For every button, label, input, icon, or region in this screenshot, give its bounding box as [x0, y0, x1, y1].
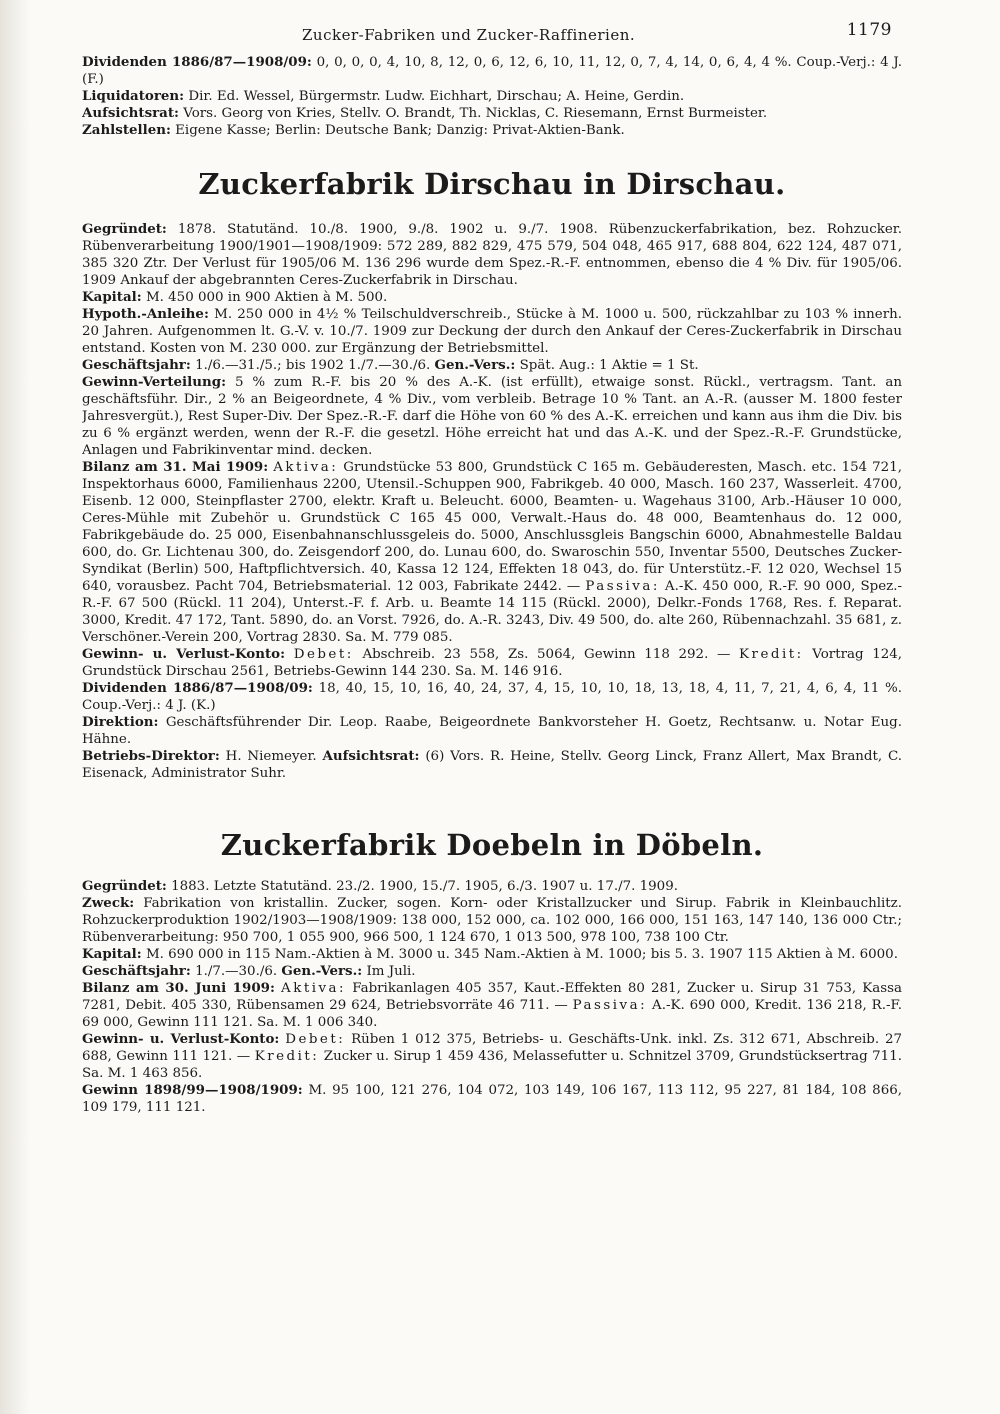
company-heading-doebeln: Zuckerfabrik Doebeln in Döbeln. — [220, 828, 764, 862]
dirschau-operations-director: Betriebs-Direktor: H. Niemeyer. Aufsichtsrat: (6) Vors. R. Heine, Stellv. Georg Linck, Franz Allert, Max Brandt, C. Eisenack, Administrator Suhr. — [82, 748, 902, 781]
dirschau-management: Direktion: Geschäftsführender Dir. Leop. Raabe, Beigeordnete Bankvorsteher H. Goetz, Rechtsanw. u. Notar Eug. Hähne. — [82, 714, 902, 747]
top-entry-dividends: Dividenden 1886/87—1908/09: 0, 0, 0, 0, 4, 10, 8, 12, 0, 6, 12, 6, 10, 11, 12, 0, 7, 4, 14, 0, 6, 4, 4 %. Coup.-Verj.: 4 J. (F.) — [82, 54, 902, 87]
doebeln-purpose: Zweck: Fabrikation von kristallin. Zucker, sogen. Korn- oder Kristallzucker und Sirup. Fabrik in Kleinbauchlitz. Rohzuckerproduktion 1902/1903—1908/1909: 138 000, 152 000, ca. 102 000, 166 000, 151 163, 147 140, 136 000 Ctr.; Rübenverarbeitung: 950 700, 1 055 900, 966 500, 1 124 670, 1 013 500, 978 100, 738 100 Ctr. — [82, 895, 902, 945]
dirschau-founded: Gegründet: 1878. Statutänd. 10./8. 1900, 9./8. 1902 u. 9./7. 1908. Rübenzuckerfabrikation, bez. Rohzucker. Rübenverarbeitung 1900/1901—1908/1909: 572 289, 882 829, 475 579, 504 048, 465 917, 688 804, 622 124, 487 071, 385 320 Ztr. Der Verlust für 1905/06 M. 136 296 wurde dem Spez.-R.-F. entnommen, ebenso die 4 % Div. für 1905/06. 1909 Ankauf der abgebrannten Ceres-Zuckerfabrik in Dirschau. — [82, 221, 902, 288]
running-header — [82, 14, 902, 54]
dirschau-fiscal-year: Geschäftsjahr: 1./6.—31./5.; bis 1902 1./7.—30./6. Gen.-Vers.: Spät. Aug.: 1 Aktie = 1 St. — [82, 357, 699, 373]
dirschau-balance-sheet: Bilanz am 31. Mai 1909: Aktiva: Grundstücke 53 800, Grundstück C 165 m. Gebäuderesten, Masch. etc. 154 721, Inspektorhaus 6000, Familienhaus 2200, Utensil.-Schuppen 900, Fabrikgeb. 40 000, Masch. 160 237, Wasserleit. 4700, Eisenb. 12 000, Steinpflaster 2700, elektr. Kraft u. Beleucht. 6000, Beamten- u. Wagehaus 3100, Arb.-Häuser 10 000, Ceres-Mühle mit Zubehör u. Grundstück C 165 45 000, Verwalt.-Haus do. 48 000, Beamtenhaus do. 12 000, Fabrikgebäude do. 25 000, Eisenbahnanschlussgeleis do. 5000, Anschlussgleis Bangschin 6000, Abnahmestelle Baldau 600, do. Gr. Lichtenau 300, do. Zeisgendorf 200, do. Lunau 600, do. Swaroschin 550, Inventar 5500, Deutsches Zucker-Syndikat (Berlin) 500, Haftpflichtversich. 40, Kassa 12 124, Effekten 18 043, do. für Unterstütz.-F. 12 020, Wechsel 15 640, vorausbez. Pacht 704, Betriebsmaterial. 12 003, Fabrikate 2442. — Passiva: A.-K. 450 000, R.-F. 90 000, Spez.-R.-F. 67 500 (Rückl. 11 204), Unterst.-F. f. Arb. u. Beamte 14 115 (Rückl. 2000), Delkr.-Fonds 1768, Res. f. Reparat. 3000, Kredit. 47 172, Tant. 5890, do. an Vorst. 7926, do. A.-R. 3243, Div. 49 500, do. alte 260, Rübennachzahl. 35 681, z. Verschöner.-Verein 200, Vortrag 2830. Sa. M. 779 085. — [82, 459, 902, 645]
doebeln-fiscal-year: Geschäftsjahr: 1./7.—30./6. Gen.-Vers.: Im Juli. — [82, 963, 416, 979]
top-entry-supervisory-board: Aufsichtsrat: Vors. Georg von Kries, Stellv. O. Brandt, Th. Nicklas, C. Riesemann, Ernst Burmeister. — [82, 105, 768, 121]
doebeln-profit-loss: Gewinn- u. Verlust-Konto: Debet: Rüben 1 012 375, Betriebs- u. Geschäfts-Unk. inkl. Zs. 312 671, Abschreib. 27 688, Gewinn 111 121. — Kredit: Zucker u. Sirup 1 459 436, Melassefutter u. Schnitzel 3709, Grundstücksertrag 711. Sa. M. 1 463 856. — [82, 1031, 902, 1081]
document-page — [82, 14, 902, 1404]
scan-margin-shadow — [0, 0, 30, 1414]
doebeln-capital: Kapital: M. 690 000 in 115 Nam.-Aktien à M. 3000 u. 345 Nam.-Aktien à M. 1000; bis 5. 3. 1907 115 Aktien à M. 6000. — [82, 946, 898, 962]
company-heading-dirschau: Zuckerfabrik Dirschau in Dirschau. — [198, 167, 786, 201]
top-entry-paying-agents: Zahlstellen: Eigene Kasse; Berlin: Deutsche Bank; Danzig: Privat-Aktien-Bank. — [82, 122, 625, 138]
doebeln-profit-history: Gewinn 1898/99—1908/1909: M. 95 100, 121 276, 104 072, 103 149, 106 167, 113 112, 95 227, 81 184, 108 866, 109 179, 111 121. — [82, 1082, 902, 1115]
running-title: Zucker-Fabriken und Zucker-Raffinerien. — [302, 26, 636, 44]
page-number: 1179 — [846, 20, 892, 40]
dirschau-profit-loss: Gewinn- u. Verlust-Konto: Debet: Abschreib. 23 558, Zs. 5064, Gewinn 118 292. — Kredit: Vortrag 124, Grundstück Dirschau 2561, Betriebs-Gewinn 144 230. Sa. M. 146 916. — [82, 646, 902, 679]
doebeln-balance-sheet: Bilanz am 30. Juni 1909: Aktiva: Fabrikanlagen 405 357, Kaut.-Effekten 80 281, Zucker u. Sirup 31 753, Kassa 7281, Debit. 405 330, Rübensamen 29 624, Betriebsvorräte 46 711. — Passiva: A.-K. 690 000, Kredit. 136 218, R.-F. 69 000, Gewinn 111 121. Sa. M. 1 006 340. — [82, 980, 902, 1030]
dirschau-capital: Kapital: M. 450 000 in 900 Aktien à M. 500. — [82, 289, 388, 305]
dirschau-profit-distribution: Gewinn-Verteilung: 5 % zum R.-F. bis 20 % des A.-K. (ist erfüllt), etwaige sonst. Rückl., vertragsm. Tant. an geschäftsführ. Dir., 2 % an Beigeordnete, 4 % Div., vom verbleib. Betrage 10 % Tant. an A.-R. (ausser M. 1800 fester Jahresvergüt.), Rest Super-Div. Der Spez.-R.-F. darf die Höhe von 60 % des A.-K. erreichen und kann aus ihm die Div. bis zu 6 % ergänzt werden, wenn der R.-F. die gesetzl. Höhe erreicht hat und das A.-K. und der Spez.-R.-F. Grundstücke, Anlagen und Fabrikinventar mind. decken. — [82, 374, 902, 458]
dirschau-dividends: Dividenden 1886/87—1908/09: 18, 40, 15, 10, 16, 40, 24, 37, 4, 15, 10, 10, 18, 13, 18, 4, 11, 7, 21, 4, 6, 4, 11 %. Coup.-Verj.: 4 J. (K.) — [82, 680, 902, 713]
dirschau-mortgage-loan: Hypoth.-Anleihe: M. 250 000 in 4½ % Teilschuldverschreib., Stücke à M. 1000 u. 500, rückzahlbar zu 103 % innerh. 20 Jahren. Aufgenommen lt. G.-V. v. 10./7. 1909 zur Deckung der durch den Ankauf der Ceres-Zuckerfabrik in Dirschau entstand. Kosten von M. 230 000. zur Ergänzung der Betriebsmittel. — [82, 306, 902, 356]
doebeln-founded: Gegründet: 1883. Letzte Statutänd. 23./2. 1900, 15./7. 1905, 6./3. 1907 u. 17./7. 1909. — [82, 878, 678, 894]
top-entry-liquidators: Liquidatoren: Dir. Ed. Wessel, Bürgermstr. Ludw. Eichhart, Dirschau; A. Heine, Gerdin. — [82, 88, 685, 104]
